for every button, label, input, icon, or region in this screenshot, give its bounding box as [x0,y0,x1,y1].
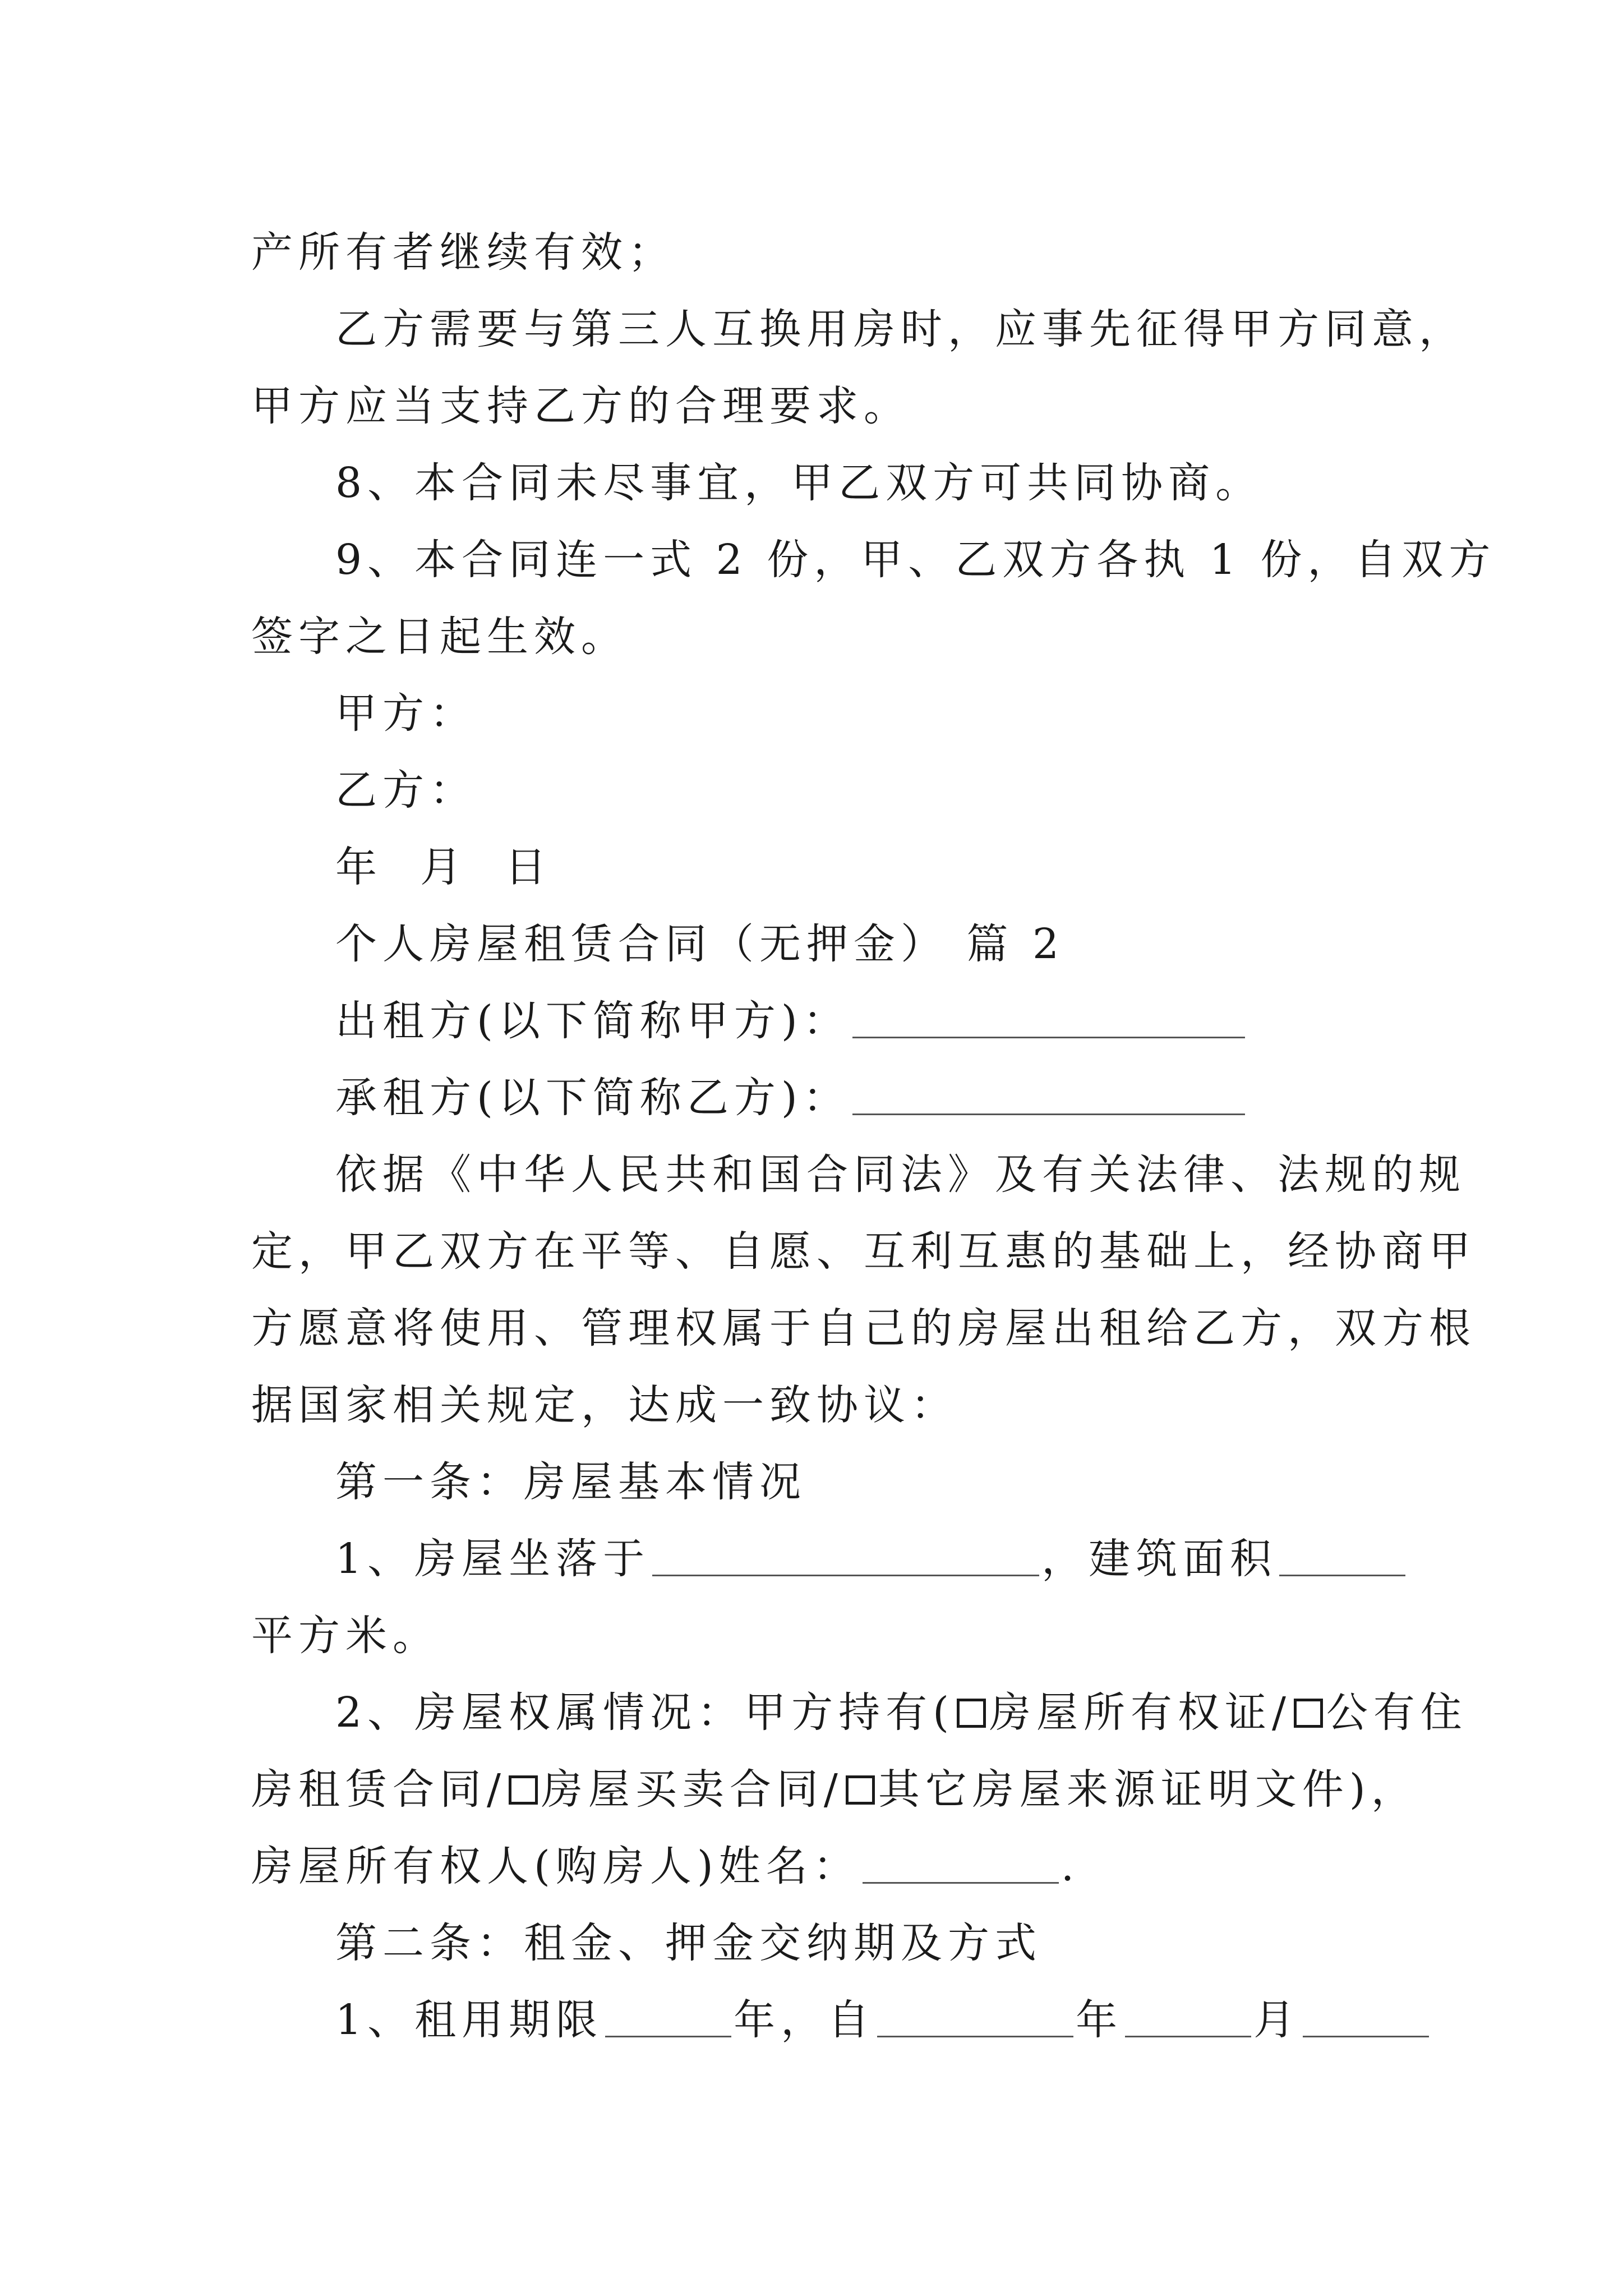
paragraph-line [251,1367,1378,1444]
article-title-text: 第一条：房屋基本情况 [335,1458,806,1506]
paragraph-line [251,291,1466,368]
paragraph-line [251,1598,1378,1674]
paragraph-text: 甲方应当支持乙方的合理要求。 [251,382,911,430]
paragraph-text: 产所有者继续有效； [251,228,675,277]
paragraph-text: 其它房屋来源证明文件)， [878,1765,1418,1814]
start-month-blank[interactable] [1125,1995,1251,2037]
paragraph-text: . [1061,1842,1080,1890]
paragraph-text: 房屋买卖合同/ [541,1765,843,1814]
paragraph-line [251,599,1378,675]
paragraph-text: 年 [1076,1996,1123,2044]
lessee-blank[interactable] [852,1073,1245,1115]
owner-name-blank[interactable] [863,1842,1059,1884]
start-day-blank[interactable] [1303,1995,1429,2037]
paragraph-text: 依据《中华人民共和国合同法》及有关法律、法规的规 [335,1151,1466,1199]
lessee-line [251,1060,1378,1137]
lessor-label: 出租方(以下简称甲方)： [335,997,850,1045]
checkbox[interactable] [1294,1699,1323,1728]
term-years-blank[interactable] [605,1995,731,2037]
date-label: 年 月 日 [335,843,552,891]
article-title [251,1444,1378,1521]
document-body [251,214,1496,2059]
checkbox[interactable] [509,1775,538,1805]
paragraph-line [251,522,1496,599]
paragraph-text: 公有住 [1326,1688,1468,1737]
paragraph-line [251,1674,1468,1751]
paragraph-text: ，建筑面积 [1041,1535,1278,1583]
signature-date [251,829,1378,906]
paragraph-line [251,1213,1476,1290]
paragraph-text: 方愿意将使用、管理权属于自己的房屋出租给乙方，双方根 [251,1304,1476,1352]
paragraph-text: 签字之日起生效。 [251,613,628,661]
paragraph-line [251,1828,1378,1905]
party-b-label: 乙方： [335,766,477,815]
lessor-line [251,983,1378,1060]
paragraph-line [251,1521,1378,1598]
paragraph-text: 1、租用期限 [335,1996,603,2044]
paragraph-text: 平方米。 [251,1612,440,1660]
paragraph-line [251,1137,1466,1213]
lessee-label: 承租方(以下简称乙方)： [335,1074,850,1122]
signature-party-b [251,752,1378,829]
location-blank[interactable] [652,1534,1039,1576]
party-a-label: 甲方： [335,689,477,738]
signature-party-a [251,675,1378,752]
start-year-blank[interactable] [877,1995,1073,2037]
section-title-text: 个人房屋租赁合同（无押金） 篇 2 [335,920,1065,968]
article-title-text: 第二条：租金、押金交纳期及方式 [335,1919,1042,1967]
paragraph-line [251,1982,1378,2059]
article-title [251,1905,1378,1982]
paragraph-line [251,1290,1476,1367]
paragraph-text: 房屋所有权人(购房人)姓名： [251,1842,860,1890]
paragraph-line [251,1751,1418,1828]
paragraph-text: 8、本合同未尽事宜，甲乙双方可共同协商。 [335,459,1263,507]
area-blank[interactable] [1279,1534,1405,1576]
checkbox[interactable] [957,1699,986,1728]
lessor-blank[interactable] [852,996,1245,1038]
paragraph-text: 9、本合同连一式 2 份，甲、乙双方各执 1 份，自双方 [335,536,1496,584]
paragraph-line [251,368,1378,445]
paragraph-text: 据国家相关规定，达成一致协议： [251,1381,958,1429]
paragraph-line [251,445,1378,522]
paragraph-text: 月 [1253,1996,1301,2044]
paragraph-text: 房租赁合同/ [251,1765,506,1814]
paragraph-text: 房屋所有权证/ [989,1688,1292,1737]
paragraph-text: 乙方需要与第三人互换用房时，应事先征得甲方同意， [335,305,1466,353]
checkbox[interactable] [846,1775,875,1805]
section-title [251,906,1378,983]
paragraph-text: 2、房屋权属情况：甲方持有( [335,1688,955,1737]
paragraph-line [251,214,1378,291]
paragraph-text: 定，甲乙双方在平等、自愿、互利互惠的基础上，经协商甲 [251,1227,1476,1276]
paragraph-text: 年，自 [734,1996,875,2044]
paragraph-text: 1、房屋坐落于 [335,1535,651,1583]
